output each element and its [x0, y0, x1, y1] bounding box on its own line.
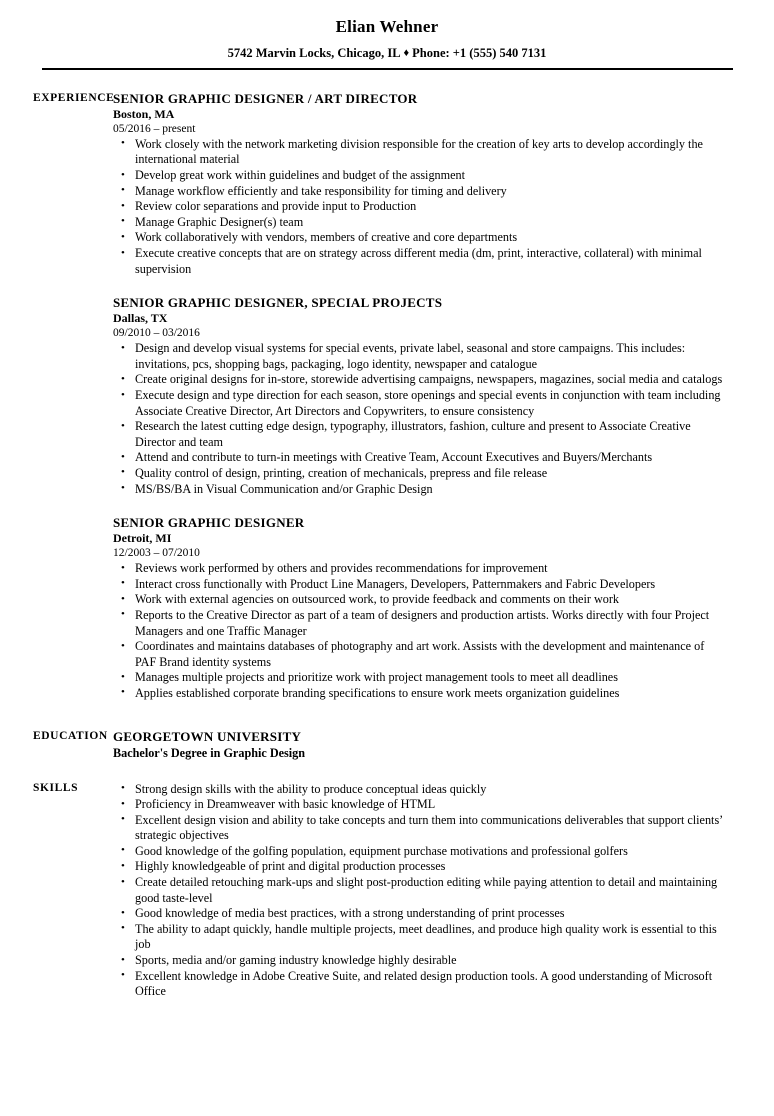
education-entry — [113, 729, 726, 761]
bullet-item: • Reports to the Creative Director as part of a team of designers and production artists. Works directly with four Project Managers and one Traffic Manager — [113, 608, 726, 639]
section-label-education: EDUCATION — [33, 729, 108, 742]
section-skills — [0, 781, 774, 1000]
section-label-skills: SKILLS — [33, 781, 79, 794]
bullet-item: • Good knowledge of media best practices, with a strong understanding of print processes — [113, 906, 730, 922]
experience-list — [113, 91, 774, 702]
skills-list — [113, 781, 774, 1000]
experience-entry — [113, 295, 726, 497]
job-dates: 09/2010 – 03/2016 — [113, 327, 200, 340]
section-education — [0, 729, 774, 761]
bullet-item: • Manage Graphic Designer(s) team — [113, 215, 726, 231]
bullet-item: • Design and develop visual systems for special events, private label, seasonal and store campaigns. This includes: invitations, pcs, shopping bags, packaging, logo identity, newspaper and catalogue — [113, 341, 726, 372]
bullet-item: • Develop great work within guidelines and budget of the assignment — [113, 168, 726, 184]
bullet-list — [113, 561, 726, 701]
bullet-item: • Reviews work performed by others and provides recommendations for improvement — [113, 561, 726, 577]
contact-line — [0, 46, 774, 61]
education-school: GEORGETOWN UNIVERSITY — [113, 728, 302, 744]
bullet-item: • Create original designs for in-store, storewide advertising campaigns, newspapers, magazines, social media and catalogs — [113, 372, 726, 388]
bullet-item: • Execute design and type direction for each season, store openings and special events in conjunction with team including Associate Creative Director, Art Directors and Copywriters, to ensure consistency — [113, 388, 726, 419]
bullet-item: • Work with external agencies on outsourced work, to provide feedback and comments on their work — [113, 592, 726, 608]
bullet-item: • Coordinates and maintains databases of photography and art work. Assists with the development and maintenance of PAF Brand identity systems — [113, 639, 726, 670]
bullet-item: • Execute creative concepts that are on strategy across different media (dm, print, interactive, collateral) with minimal supervision — [113, 246, 726, 277]
job-title: SENIOR GRAPHIC DESIGNER — [113, 515, 305, 531]
candidate-name: Elian Wehner — [335, 17, 439, 36]
bullet-item: • Proficiency in Dreamweaver with basic knowledge of HTML — [113, 797, 730, 813]
job-title: SENIOR GRAPHIC DESIGNER, SPECIAL PROJECTS — [113, 295, 443, 311]
bullet-item: • Good knowledge of the golfing population, equipment purchase motivations and professional golfers — [113, 844, 730, 860]
job-title: SENIOR GRAPHIC DESIGNER / ART DIRECTOR — [113, 90, 418, 106]
bullet-list — [113, 782, 730, 1000]
bullet-item: • Interact cross functionally with Product Line Managers, Developers, Patternmakers and Fabric Developers — [113, 577, 726, 593]
bullet-item: • The ability to adapt quickly, handle multiple projects, meet deadlines, and produce high quality work is essential to this job — [113, 922, 730, 953]
bullet-item: • Sports, media and/or gaming industry knowledge highly desirable — [113, 953, 730, 969]
bullet-list — [113, 341, 726, 497]
bullet-item: • Highly knowledgeable of print and digital production processes — [113, 859, 730, 875]
resume-header — [0, 0, 774, 70]
bullet-item: • Manages multiple projects and prioritize work with project management tools to meet all deadlines — [113, 670, 726, 686]
bullet-item: • Excellent design vision and ability to take concepts and turn them into communications deliverables that support clients’ strategic objectives — [113, 813, 730, 844]
bullet-item: • Work collaboratively with vendors, members of creative and core departments — [113, 230, 726, 246]
job-location: Detroit, MI — [113, 531, 172, 546]
diamond-separator-icon: ♦ — [403, 46, 410, 59]
bullet-item: • Applies established corporate branding specifications to ensure work meets organization guidelines — [113, 686, 726, 702]
job-dates: 12/2003 – 07/2010 — [113, 547, 200, 560]
bullet-item: • MS/BS/BA in Visual Communication and/or Graphic Design — [113, 482, 726, 498]
bullet-item: • Work closely with the network marketing division responsible for the creation of key arts to develop accordingly the international material — [113, 137, 726, 168]
header-divider — [42, 68, 733, 70]
education-list — [113, 729, 774, 761]
experience-entry — [113, 91, 726, 277]
job-location: Dallas, TX — [113, 311, 168, 326]
education-degree: Bachelor's Degree in Graphic Design — [113, 745, 306, 760]
bullet-item: • Manage workflow efficiently and take responsibility for timing and delivery — [113, 184, 726, 200]
contact-address: 5742 Marvin Locks, Chicago, IL — [227, 45, 401, 60]
job-location: Boston, MA — [113, 106, 175, 121]
job-dates: 05/2016 – present — [113, 122, 196, 135]
bullet-item: • Research the latest cutting edge design, typography, illustrators, fashion, culture and present to Associate Creative Director and team — [113, 419, 726, 450]
section-experience — [0, 91, 774, 702]
bullet-item: • Quality control of design, printing, creation of mechanicals, prepress and file release — [113, 466, 726, 482]
experience-entry — [113, 515, 726, 701]
bullet-item: • Attend and contribute to turn-in meetings with Creative Team, Account Executives and Buyers/Merchants — [113, 450, 726, 466]
bullet-item: • Review color separations and provide input to Production — [113, 199, 726, 215]
contact-phone: Phone: +1 (555) 540 7131 — [412, 45, 547, 60]
bullet-item: • Excellent knowledge in Adobe Creative Suite, and related design production tools. A good understanding of Microsoft Office — [113, 969, 730, 1000]
section-label-experience: EXPERIENCE — [33, 91, 115, 104]
bullet-list — [113, 137, 726, 277]
bullet-item: • Create detailed retouching mark-ups and slight post-production editing while paying attention to detail and maintaining good taste-level — [113, 875, 730, 906]
bullet-item: • Strong design skills with the ability to produce conceptual ideas quickly — [113, 782, 730, 798]
